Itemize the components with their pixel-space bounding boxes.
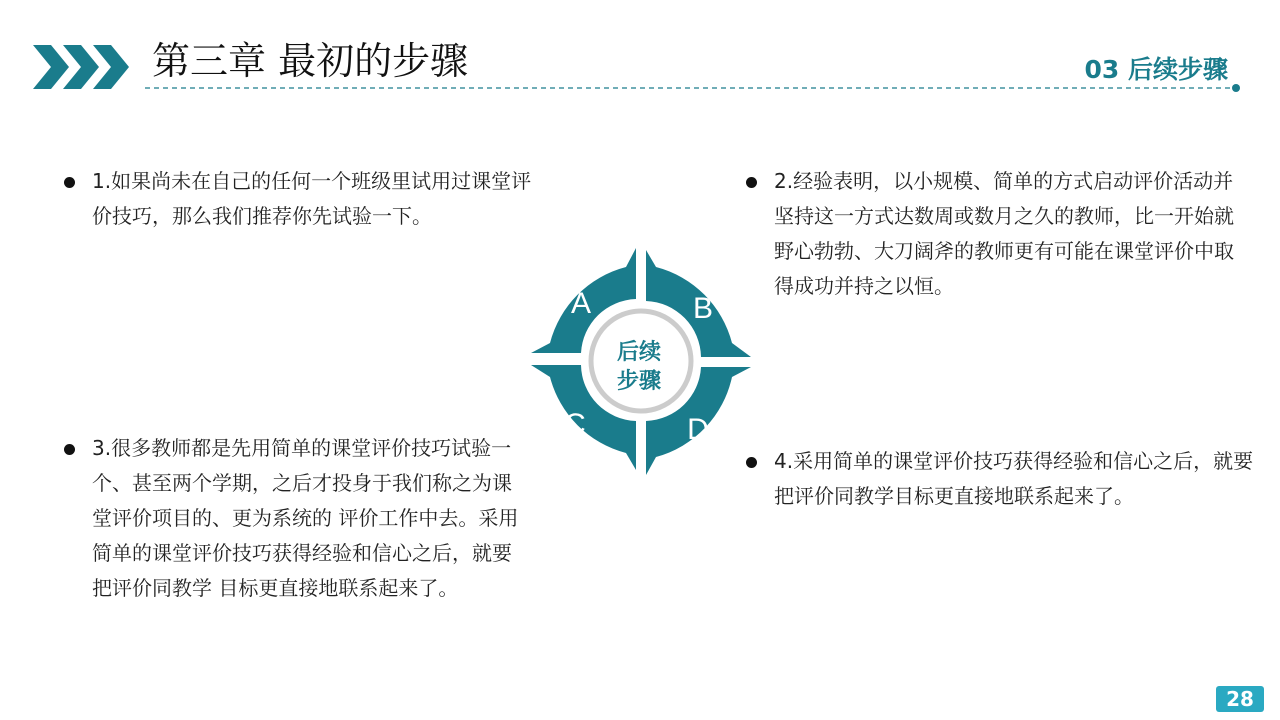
segment-label-c: C — [564, 408, 586, 441]
segment-label-b: B — [692, 292, 714, 325]
bullet-text: 2.经验表明，以小规模、简单的方式启动评价活动并坚持这一方式达数周或数月之久的教师，比一开始就野心勃勃、大刀阔斧的教师更有可能在课堂评价中取得成功并持之以恒。 — [774, 169, 1234, 298]
diagram-center-line2: 步骤 — [616, 369, 662, 394]
bullet-dot — [746, 177, 757, 188]
header-divider — [145, 80, 1245, 96]
cycle-diagram — [528, 245, 754, 479]
diagram-center-line1: 后续 — [616, 340, 662, 365]
bullet-text: 1.如果尚未在自己的任何一个班级里试用过课堂评价技巧，那么我们推荐你先试验一下。 — [92, 169, 532, 228]
page-title: 第三章 最初的步骤 — [152, 39, 469, 83]
bullet-text: 4.采用简单的课堂评价技巧获得经验和信心之后，就要把评价同教学目标更直接地联系起来了。 — [774, 449, 1254, 508]
bullet-dot — [64, 444, 75, 455]
page-number: 28 — [1216, 686, 1264, 712]
bullet-dot — [64, 177, 75, 188]
chevron-triple-icon — [33, 45, 129, 89]
section-label: 03 后续步骤 — [1084, 55, 1228, 84]
segment-label-a: A — [570, 287, 592, 320]
bullet-text: 3.很多教师都是先用简单的课堂评价技巧试验一个、甚至两个学期，之后才投身于我们称之为课堂评价项目的、更为系统的 评价工作中去。采用简单的课堂评价技巧获得经验和信心之后，就要把评价同教学 目标更直接地联系起来了。 — [92, 436, 519, 600]
segment-label-d: D — [687, 413, 709, 446]
